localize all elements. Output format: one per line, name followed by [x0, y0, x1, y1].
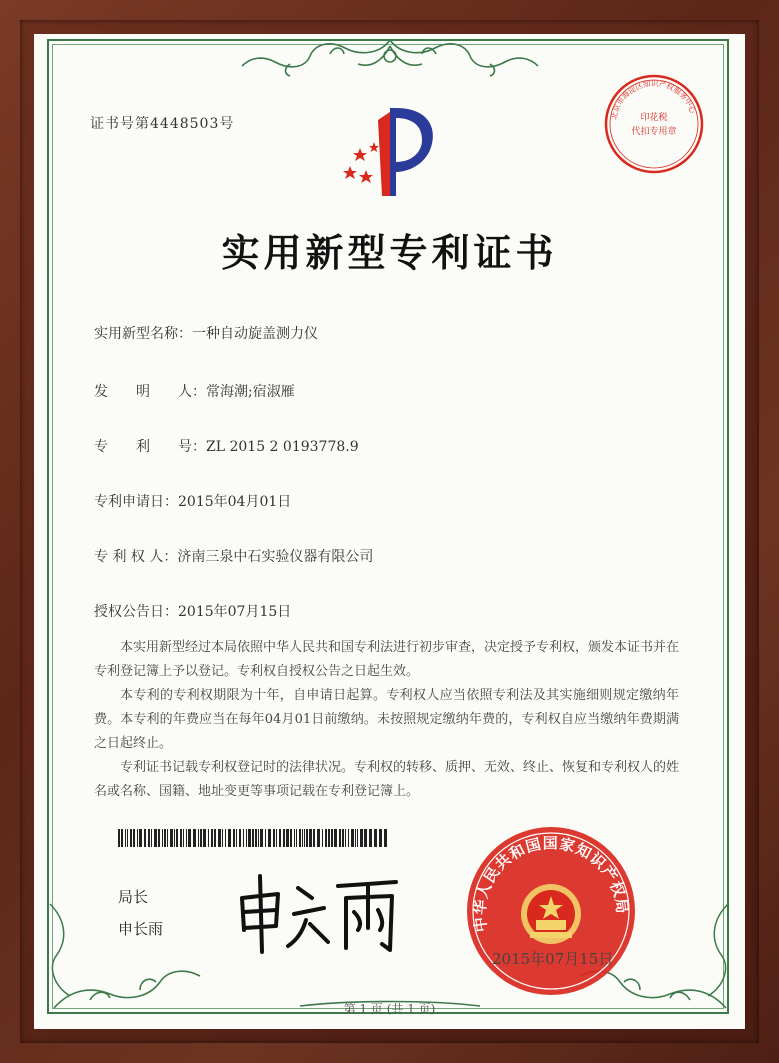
field-label: 发 明 人： [94, 384, 206, 400]
field-patent-number [94, 436, 359, 456]
director-title: 局长 [118, 888, 149, 906]
field-inventor [94, 381, 295, 401]
field-value: 济南三泉中石实验仪器有限公司 [177, 549, 374, 565]
svg-text:代扣专用章: 代扣专用章 [631, 127, 677, 137]
field-label: 授权公告日： [94, 604, 178, 620]
field-value: ZL 2015 2 0193778.9 [206, 439, 359, 455]
field-value: 2015年04月01日 [178, 494, 292, 510]
certificate-number: 证书号第4448503号 [90, 116, 235, 132]
left-ornament [46, 900, 86, 1000]
svg-text:印花税: 印花税 [640, 113, 668, 123]
field-value: 2015年07月15日 [178, 604, 292, 620]
director-name: 申长雨 [118, 920, 164, 938]
field-label: 实用新型名称： [94, 326, 192, 342]
patent-office-logo [338, 100, 442, 200]
certificate-body [94, 636, 679, 804]
field-grant-date [94, 601, 291, 621]
office-seal [464, 824, 638, 998]
field-value: 常海潮;宿淑雁 [206, 384, 295, 400]
page-number: 第 1 页 (共 1 页) [343, 1002, 436, 1016]
field-label: 专 利 权 人： [94, 549, 178, 565]
paragraph: 本实用新型经过本局依照中华人民共和国专利法进行初步审查，决定授予专利权，颁发本证书并在专利登记簿上予以登记。专利权自授权公告之日起生效。 [94, 640, 680, 679]
tax-stamp-seal [602, 72, 706, 176]
top-ornament [230, 34, 550, 80]
field-patentee [94, 546, 373, 566]
seal-text: 中华人民共和国国家知识产权局 [470, 834, 632, 934]
certificate-title: 实用新型专利证书 [221, 230, 558, 275]
paragraph: 专利证书记载专利权登记时的法律状况。专利权的转移、质押、无效、终止、恢复和专利权人的姓名或名称、国籍、地址变更等事项记载在专利登记簿上。 [94, 760, 680, 799]
seal-date: 2015年07月15日 [492, 950, 614, 968]
field-value: 一种自动旋盖测力仪 [192, 326, 318, 342]
barcode [118, 829, 390, 847]
right-ornament [692, 900, 732, 1000]
director-signature [232, 868, 412, 958]
paragraph: 本专利的专利权期限为十年，自申请日起算。专利权人应当依照专利法及其实施细则规定缴纳年费。本专利的年费应当在每年04月01日前缴纳。未按照规定缴纳年费的，专利权自应当缴纳年费期满之日起终止。 [94, 688, 679, 751]
field-utility-model-name [94, 323, 318, 343]
field-label: 专利申请日： [94, 494, 178, 510]
svg-text:北京市海淀区知识产权服务中心: 北京市海淀区知识产权服务中心 [609, 78, 698, 121]
field-application-date [94, 491, 291, 511]
field-label: 专 利 号： [94, 439, 206, 455]
